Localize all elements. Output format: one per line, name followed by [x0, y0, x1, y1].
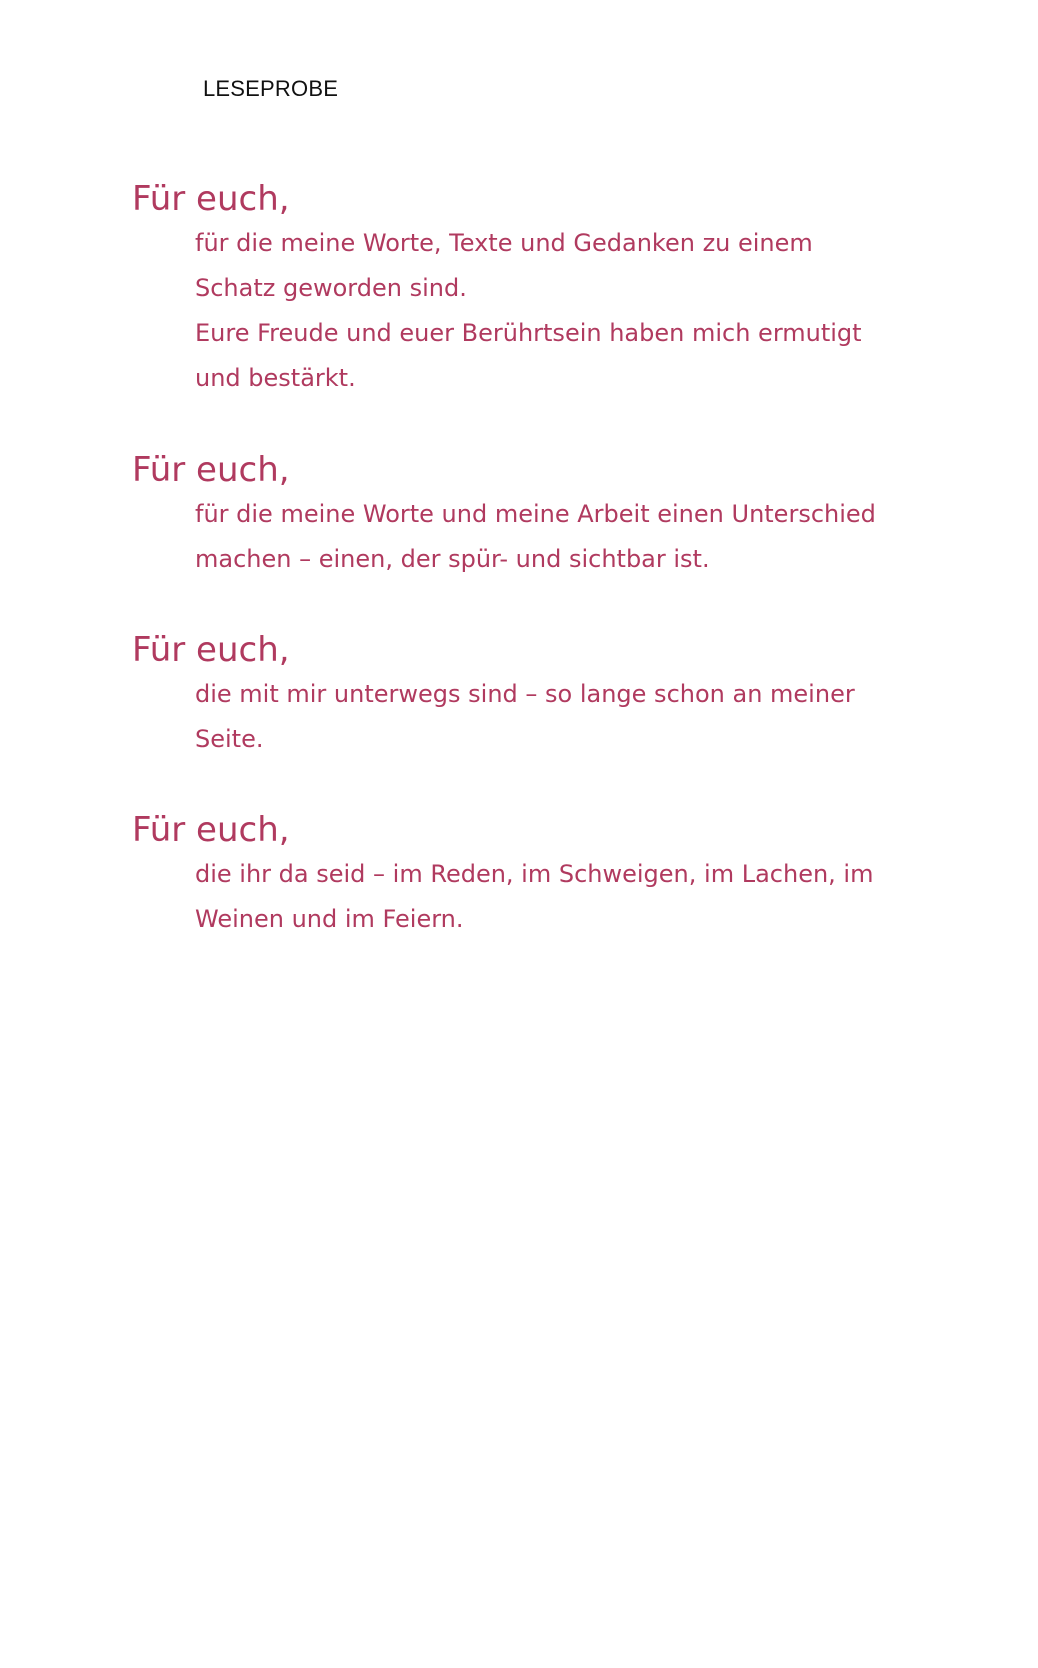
stanza-line: Weinen und im Feiern.	[195, 905, 464, 933]
dedication-stanza	[132, 179, 952, 401]
stanza-line: die mit mir unterwegs sind – so lange schon an meiner	[195, 680, 855, 708]
stanza-line: die ihr da seid – im Reden, im Schweigen, im Lachen, im	[195, 860, 874, 888]
stanza-line: machen – einen, der spür- und sichtbar ist.	[195, 545, 710, 573]
stanza-line: für die meine Worte, Texte und Gedanken zu einem	[195, 229, 813, 257]
dedication-stanza	[132, 450, 952, 582]
stanza-line: für die meine Worte und meine Arbeit einen Unterschied	[195, 500, 876, 528]
stanza-line: Eure Freude und euer Berührtsein haben mich ermutigt	[195, 319, 862, 347]
stanza-heading: Für euch,	[132, 179, 290, 219]
stanza-line: und bestärkt.	[195, 364, 356, 392]
stanza-heading: Für euch,	[132, 630, 290, 670]
stanza-body	[132, 672, 952, 762]
stanza-heading: Für euch,	[132, 810, 290, 850]
stanza-body	[132, 492, 952, 582]
page-header-label: LESEPROBE	[203, 76, 339, 101]
dedication-stanza	[132, 630, 952, 762]
stanza-heading: Für euch,	[132, 450, 290, 490]
stanza-line: Seite.	[195, 725, 264, 753]
stanza-body	[132, 852, 952, 942]
dedication-stanza	[132, 810, 952, 942]
stanza-line: Schatz geworden sind.	[195, 274, 467, 302]
stanza-body	[132, 221, 952, 401]
